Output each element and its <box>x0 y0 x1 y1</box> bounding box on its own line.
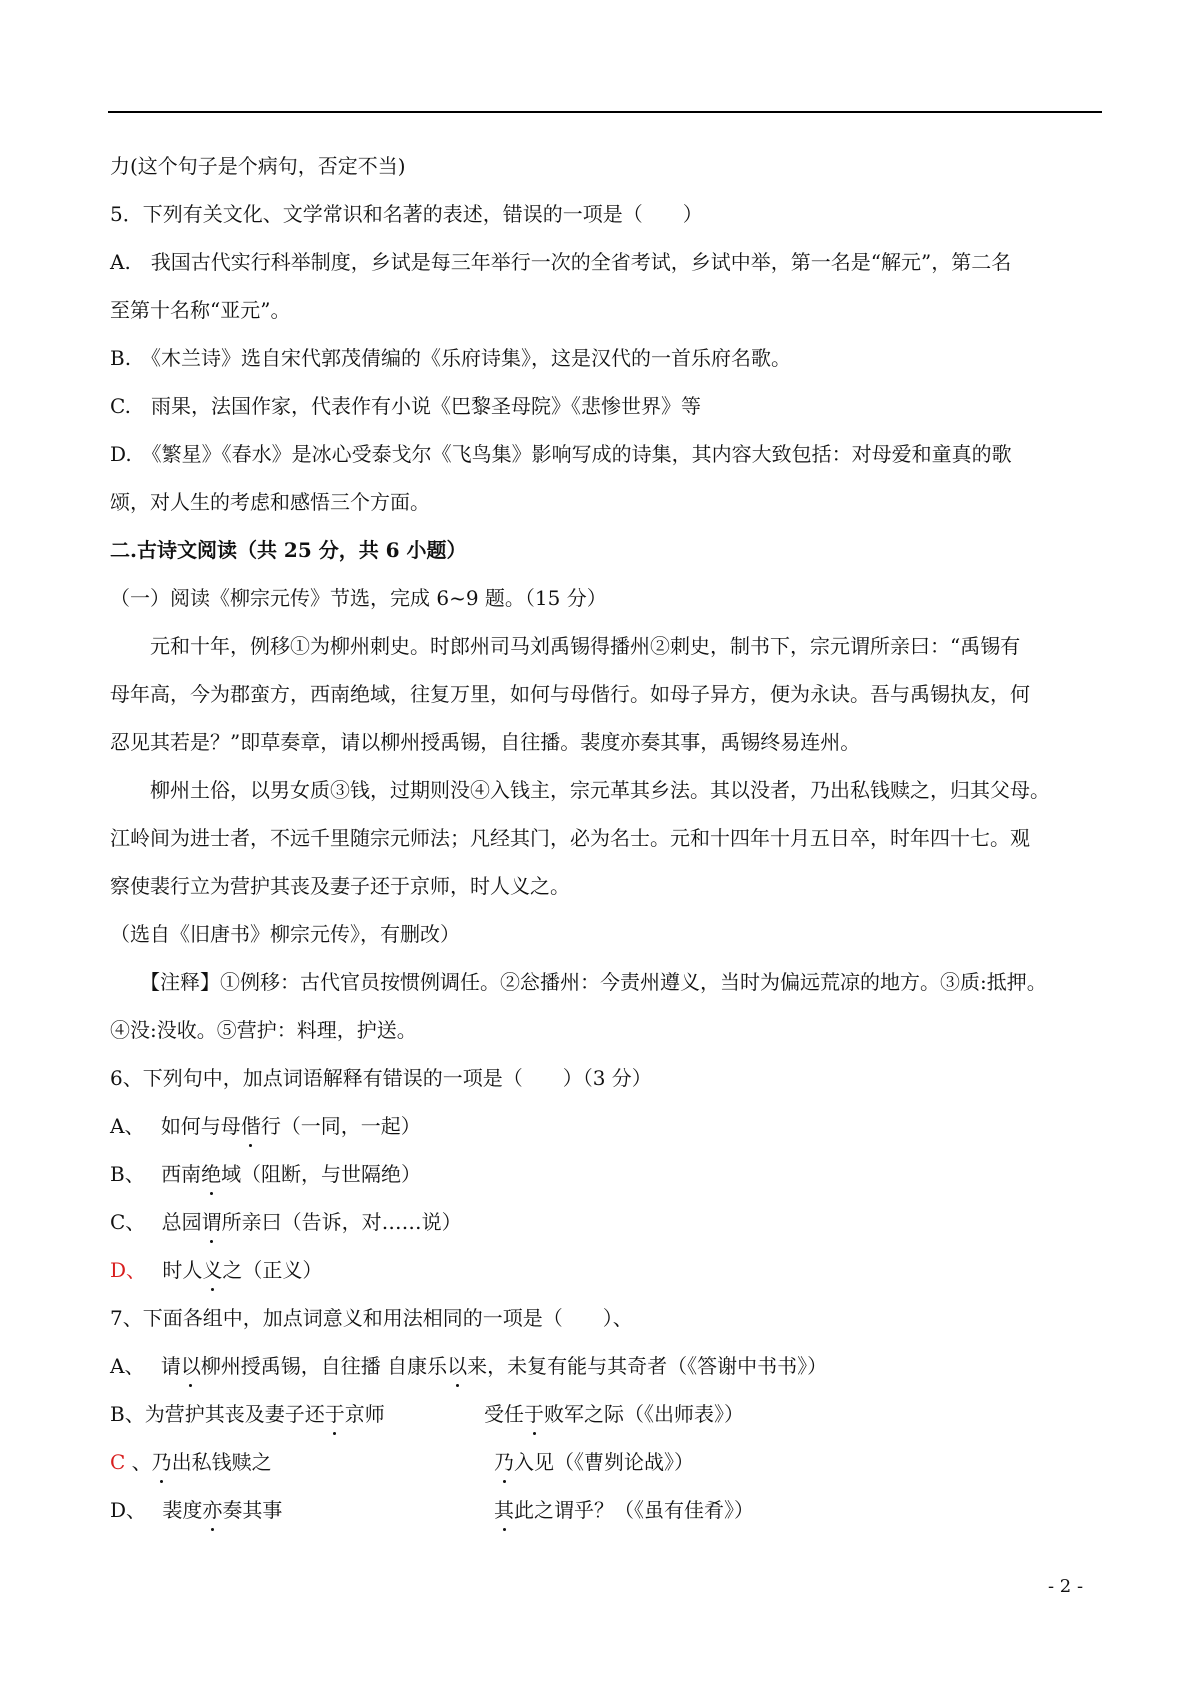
emphasis-dot-word: 义 <box>202 1258 223 1282</box>
option-6c: C、 总园谓所亲曰（告诉，对……说） <box>110 1210 462 1234</box>
option-7d-left: D、 裴度亦奏其事 <box>110 1498 283 1522</box>
passage-line: 江岭间为进士者，不远千里随宗元师法；凡经其门，必为名士。元和十四年十月五日卒，时年四十七。观 <box>110 826 1030 850</box>
passage-source: （选自《旧唐书》柳宗元传》，有删改） <box>110 922 460 946</box>
option-5b: B. 《木兰诗》选自宋代郭茂倩编的《乐府诗集》，这是汉代的一首乐府名歌。 <box>110 346 792 370</box>
question-7: 7、下面各组中，加点词意义和用法相同的一项是（ ）、 <box>110 1306 633 1330</box>
header-rule <box>108 111 1102 113</box>
emphasis-dot-word: 以 <box>180 1354 201 1378</box>
emphasis-dot-word: 其 <box>494 1498 514 1522</box>
option-7b-right: 受任于败军之际（《出师表》） <box>484 1402 744 1426</box>
annotation-cont: ④没:没收。⑤营护：料理，护送。 <box>110 1018 417 1042</box>
emphasis-dot-word: 于 <box>524 1402 544 1426</box>
annotation: 【注释】①例移：古代官员按惯例调任。②忩播州：今责州遵义，当时为偏远荒凉的地方。③质:抵押。 <box>140 970 1047 994</box>
emphasis-dot-word: 乃 <box>494 1450 514 1474</box>
option-7c-right: 乃入见（《曹刿论战》） <box>494 1450 694 1474</box>
subsection-heading: （一）阅读《柳宗元传》节选，完成 6~9 题。（15 分） <box>110 586 607 610</box>
option-7b-left: B、为营护其丧及妻子还于京师 <box>110 1402 385 1426</box>
question-6: 6、下列句中，加点词语解释有错误的一项是（ ）（3 分） <box>110 1066 652 1090</box>
passage-line: 元和十年，例移①为柳州刺史。时郎州司马刘禹锡得播州②刺史，制书下，宗元谓所亲曰：“禹锡有 <box>150 634 1021 658</box>
option-7a: A、 请以柳州授禹锡，自往播 自康乐以来，未复有能与其奇者（《答谢中书书》） <box>110 1354 828 1378</box>
option-6b: B、 西南绝域（阻断，与世隔绝） <box>110 1162 422 1186</box>
option-7d-right: 其此之谓乎？（《虽有佳肴》） <box>494 1498 754 1522</box>
page-number: - 2 - <box>1048 1576 1084 1597</box>
emphasis-dot-word: 谓 <box>201 1210 222 1234</box>
passage-line: 柳州土俗，以男女质③钱，过期则没④入钱主，宗元革其乡法。其以没者，乃出私钱赎之，归其父母。 <box>150 778 1050 802</box>
emphasis-dot-word: 以 <box>447 1354 468 1378</box>
question-5: 5．下列有关文化、文学常识和名著的表述，错误的一项是（ ） <box>110 202 703 226</box>
emphasis-dot-word: 于 <box>324 1402 345 1426</box>
option-7c-left: C 、乃出私钱赎之 <box>110 1450 272 1474</box>
emphasis-dot-word: 偕 <box>240 1114 261 1138</box>
option-5a: A. 我国古代实行科举制度，乡试是每三年举行一次的全省考试，乡试中举，第一名是“解元”，第二名 <box>110 250 1012 274</box>
option-5d-cont: 颂，对人生的考虑和感悟三个方面。 <box>110 490 430 514</box>
passage-line: 母年高，今为郡蛮方，西南绝域，往复万里，如何与母偕行。如母子异方，便为永诀。吾与禹锡执友，何 <box>110 682 1030 706</box>
answer-marker: D、 <box>110 1258 137 1282</box>
option-5d: D. 《繁星》《春水》是冰心受泰戈尔《飞鸟集》影响写成的诗集，其内容大致包括：对母爱和童真的歌 <box>110 442 1012 466</box>
section-heading: 二.古诗文阅读（共 25 分，共 6 小题） <box>110 538 467 562</box>
option-6a: A、 如何与母偕行（一同，一起） <box>110 1114 421 1138</box>
option-5c: C. 雨果，法国作家，代表作有小说《巴黎圣母院》《悲惨世界》等 <box>110 394 701 418</box>
emphasis-dot-word: 绝 <box>201 1162 222 1186</box>
answer-marker: C <box>110 1450 126 1474</box>
option-6d: D、 时人义之（正义） <box>110 1258 323 1282</box>
text-line: 力(这个句子是个病句，否定不当) <box>110 154 406 178</box>
passage-line: 忍见其若是？”即草奏章，请以柳州授禹锡，自往播。裴度亦奏其事，禹锡终易连州。 <box>110 730 861 754</box>
passage-line: 察使裴行立为营护其丧及妻子还于京师，时人义之。 <box>110 874 570 898</box>
emphasis-dot-word: 乃 <box>151 1450 172 1474</box>
option-5a-cont: 至第十名称“亚元”。 <box>110 298 291 322</box>
emphasis-dot-word: 亦 <box>202 1498 223 1522</box>
